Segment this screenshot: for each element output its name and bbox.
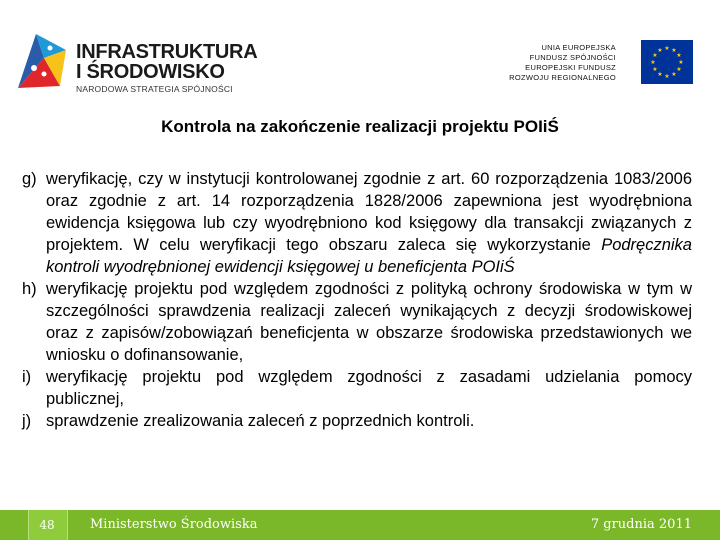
svg-text:★: ★ (652, 52, 658, 59)
slide-date: 7 grudnia 2011 (590, 517, 692, 532)
svg-text:★: ★ (652, 66, 658, 73)
svg-text:★: ★ (676, 52, 682, 59)
list-item (22, 410, 692, 432)
list-item-text: weryfikację projektu pod względem zgodności z zasadami udzielania pomocy publicznej, (46, 368, 692, 408)
eu-funding-text (476, 43, 616, 83)
eu-line: EUROPEJSKI FUNDUSZ (525, 63, 616, 72)
list-marker: j) (22, 412, 32, 430)
svg-text:★: ★ (657, 47, 663, 54)
infrastruktura-logo (14, 28, 258, 100)
svg-text:★: ★ (664, 45, 670, 52)
eu-flag-icon (641, 40, 693, 84)
svg-text:★: ★ (671, 71, 677, 78)
logo-title-line2: I ŚRODOWISKO (76, 61, 225, 83)
list-item (22, 278, 692, 366)
list-item-italic-text: Podręcznika kontroli wyodrębnionej ewidencji księgowej u beneficjenta POIiŚ (46, 236, 692, 276)
checklist-content (22, 168, 692, 432)
list-item-text: weryfikację, czy w instytucji kontrolowanej zgodnie z art. 60 rozporządzenia 1083/2006 oraz zgodnie z art. 14 rozporządzenia 1828/2006 zapewniona jest wyodrębniona ewidencja księgowa lub czy wyodrębniono kod księgowy dla transakcji związanych z projektem. W celu weryfikacji tego obszaru zaleca się wykorzystanie (46, 170, 692, 254)
page-number: 48 (39, 518, 55, 532)
svg-text:★: ★ (650, 59, 656, 66)
eu-line: ROZWOJU REGIONALNEGO (509, 73, 616, 82)
logo-title-line1: INFRASTRUKTURA (76, 41, 258, 63)
list-marker: g) (22, 170, 37, 188)
list-marker: h) (22, 280, 37, 298)
eu-line: FUNDUSZ SPÓJNOŚCI (529, 53, 616, 62)
svg-text:★: ★ (676, 66, 682, 73)
logo-mark-icon (14, 28, 70, 92)
logo-subtitle: NARODOWA STRATEGIA SPÓJNOŚCI (76, 84, 233, 94)
svg-text:★: ★ (664, 73, 670, 80)
list-marker: i) (22, 368, 32, 386)
list-item-text: sprawdzenie zrealizowania zaleceń z poprzednich kontroli. (46, 412, 475, 430)
svg-text:★: ★ (657, 71, 663, 78)
eu-line: UNIA EUROPEJSKA (541, 43, 616, 52)
svg-text:★: ★ (678, 59, 684, 66)
list-item (22, 366, 692, 410)
slide-title: Kontrola na zakończenie realizacji projektu POIiŚ (161, 117, 559, 136)
list-item (22, 168, 692, 278)
ministry-name: Ministerstwo Środowiska (90, 517, 258, 532)
svg-text:★: ★ (671, 47, 677, 54)
list-item-text: weryfikację projektu pod względem zgodności z polityką ochrony środowiska w tym w szczególności sprawdzenia realizacji zaleceń wynikających z decyzji środowiskowej oraz z zapisów/zobowiązań beneficjenta w obszarze środowiska przedstawionych we wniosku o dofinansowanie, (46, 280, 692, 364)
